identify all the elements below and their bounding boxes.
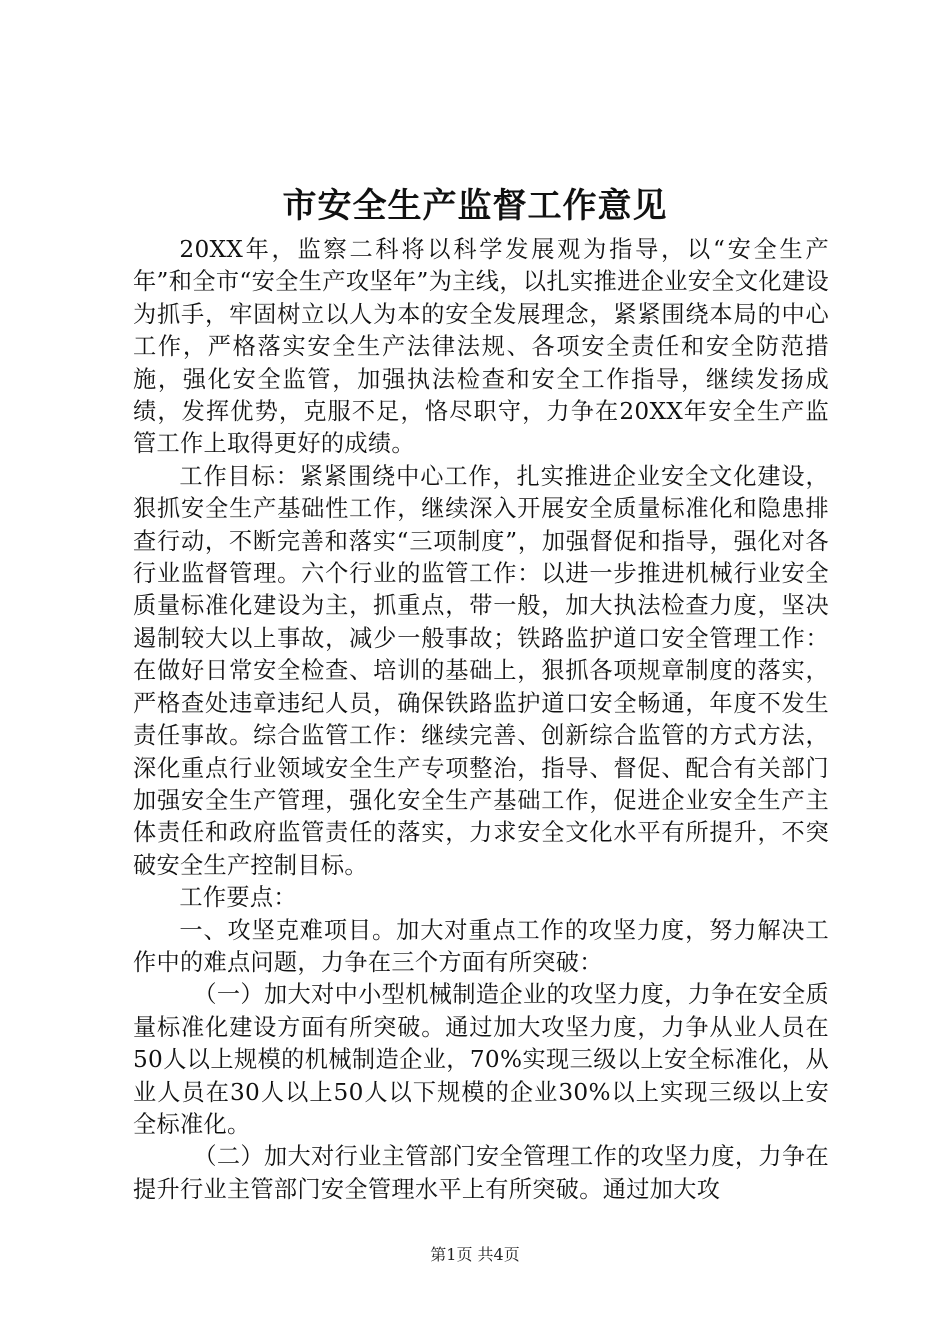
paragraph-item-two: （二）加大对行业主管部门安全管理工作的攻坚力度，力争在提升行业主管部门安全管理水平上有所突破。通过加大攻 <box>133 1143 829 1203</box>
paragraph-section-one: 一、攻坚克难项目。加大对重点工作的攻坚力度，努力解决工作中的难点问题，力争在三个方面有所突破： <box>133 916 829 976</box>
document-body <box>133 234 829 1206</box>
document-title: 市安全生产监督工作意见 <box>282 186 668 226</box>
paragraph-work-points-heading: 工作要点： <box>179 884 297 912</box>
paragraph-work-goals: 工作目标：紧紧围绕中心工作，扎实推进企业安全文化建设，狠抓安全生产基础性工作，继续深入开展安全质量标准化和隐患排查行动，不断完善和落实“三项制度”，加强督促和指导，强化对各行业监督管理。六个行业的监管工作：以进一步推进机械行业安全质量标准化建设为主，抓重点，带一般，加大执法检查力度，坚决遏制较大以上事故，减少一般事故；铁路监护道口安全管理工作：在做好日常安全检查、培训的基础上，狠抓各项规章制度的落实，严格查处违章违纪人员，确保铁路监护道口安全畅通，年度不发生责任事故。综合监管工作：继续完善、创新综合监管的方式方法，深化重点行业领域安全生产专项整治，指导、督促、配合有关部门加强安全生产管理，强化安全生产基础工作，促进企业安全生产主体责任和政府监管责任的落实，力求安全文化水平有所提升，不突破安全生产控制目标。 <box>133 462 829 879</box>
paragraph-item-one: （一）加大对中小型机械制造企业的攻坚力度，力争在安全质量标准化建设方面有所突破。通过加大攻坚力度，力争从业人员在50人以上规模的机械制造企业，70%实现三级以上安全标准化，从业人员在30人以上50人以下规模的企业30%以上实现三级以上安全标准化。 <box>133 981 829 1138</box>
paragraph-intro: 20XX年，监察二科将以科学发展观为指导，以“安全生产年”和全市“安全生产攻坚年”为主线，以扎实推进企业安全文化建设为抓手，牢固树立以人为本的安全发展理念，紧紧围绕本局的中心工作，严格落实安全生产法律法规、各项安全责任和安全防范措施，强化安全监管，加强执法检查和安全工作指导，继续发扬成绩，发挥优势，克服不足，恪尽职守，力争在20XX年安全生产监管工作上取得更好的成绩。 <box>133 236 829 458</box>
page-number-footer: 第1页 共4页 <box>430 1245 520 1264</box>
